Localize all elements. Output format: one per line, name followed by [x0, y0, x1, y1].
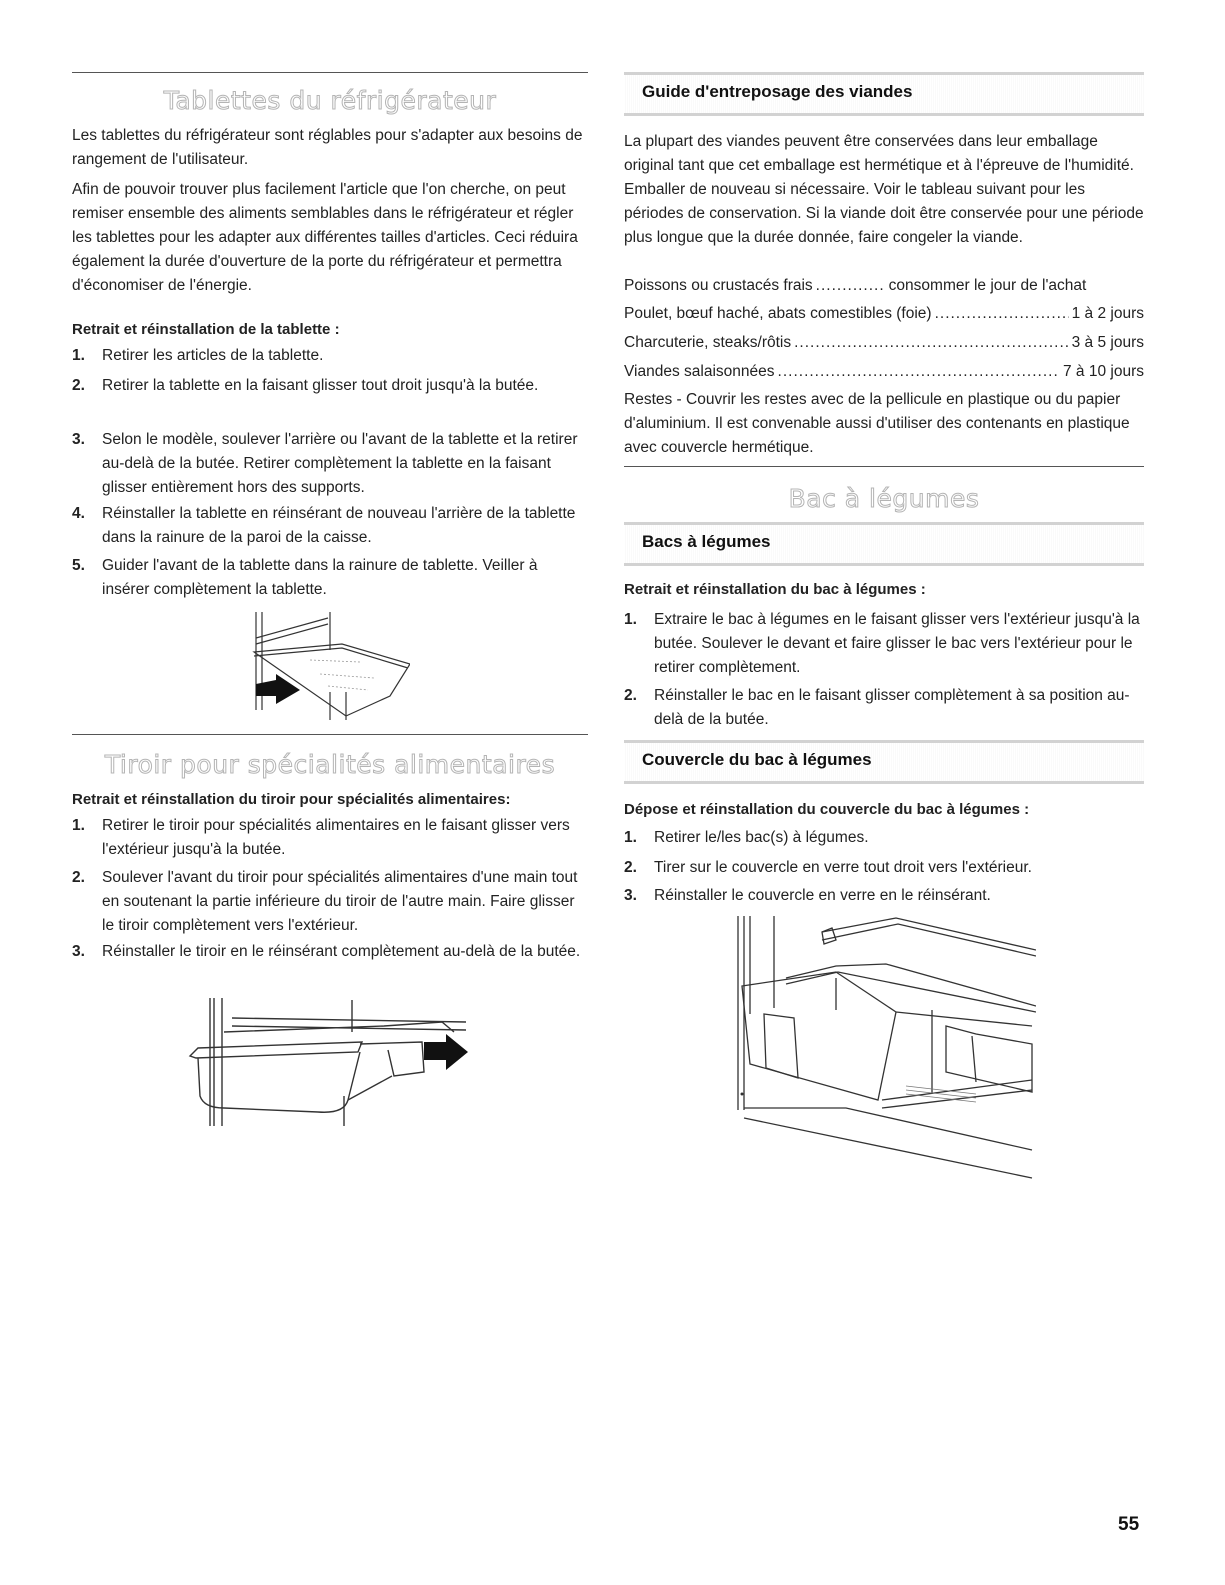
leader-dots [778, 360, 1060, 384]
step-text: Extraire le bac à légumes en le faisant glisser vers l'extérieur jusqu'à la butée. Soulever le devant et faire glisser le bac vers l'extérieur pour le retirer complètement. [654, 611, 1140, 676]
cover-procedure-heading: Dépose et réinstallation du couvercle du bac à légumes : [624, 801, 1030, 818]
crisper-procedure-heading: Retrait et réinstallation du bac à légumes : [624, 581, 926, 598]
section-title-crisper: Bac à légumes [788, 484, 980, 513]
section-title-drawer: Tiroir pour spécialités alimentaires [104, 750, 556, 779]
step-number: 1. [624, 611, 637, 628]
subhead-cover: Couvercle du bac à légumes [642, 750, 872, 769]
step-number: 3. [72, 431, 85, 448]
section-rule [72, 734, 588, 735]
step-text: Soulever l'avant du tiroir pour spécialités alimentaires d'une main tout en soutenant la partie inférieure du tiroir de l'autre main. Faire glisser le tiroir complètement vers l'extérieur. [102, 869, 578, 934]
step-text: Retirer le/les bac(s) à légumes. [654, 829, 869, 846]
step-number: 5. [72, 557, 85, 574]
crisper-cover-illustration [736, 914, 1036, 1184]
leader-dots [935, 302, 1069, 326]
subhead-crisper: Bacs à légumes [642, 532, 771, 551]
meat-period: 1 à 2 jours [1071, 305, 1144, 322]
step-text: Selon le modèle, soulever l'arrière ou l'avant de la tablette et la retirer au-delà de la butée. Retirer complètement la tablette en la faisant glisser entièrement hors des supports. [102, 431, 578, 496]
meat-table-row [624, 331, 1144, 355]
step-text: Retirer la tablette en la faisant glisser tout droit jusqu'à la butée. [102, 377, 539, 394]
step-text: Réinstaller le tiroir en le réinsérant complètement au-delà de la butée. [102, 943, 581, 960]
meat-table-row [624, 360, 1144, 384]
step-text: Retirer le tiroir pour spécialités alimentaires en le faisant glisser vers l'extérieur jusqu'à la butée. [102, 817, 570, 858]
subhead-bar-meat [624, 72, 1144, 116]
meat-item: Poissons ou crustacés frais [624, 277, 813, 294]
drawer-removal-illustration [184, 996, 484, 1128]
leftovers-note: Restes - Couvrir les restes avec de la pellicule en plastique ou du papier d'aluminium. Il est convenable aussi d'utiliser des contenants en plastique avec couvercle hermétique. [624, 391, 1130, 456]
subhead-meat: Guide d'entreposage des viandes [642, 82, 913, 101]
leader-dots [816, 274, 886, 298]
subhead-bar-cover [624, 740, 1144, 784]
step-text: Guider l'avant de la tablette dans la rainure de tablette. Veiller à insérer complètement la tablette. [102, 557, 538, 598]
step-number: 3. [72, 943, 85, 960]
meat-period: 3 à 5 jours [1071, 334, 1144, 351]
meat-intro: La plupart des viandes peuvent être conservées dans leur emballage original tant que cet emballage est hermétique et à l'épreuve de l'humidité. Emballer de nouveau si nécessaire. Voir le tableau suivant pour les périodes de conservation. Si la viande doit être conservée pour une période plus longue que la durée donnée, faire congeler la viande. [624, 133, 1144, 246]
leader-dots [794, 331, 1068, 355]
meat-table-row [624, 274, 1144, 298]
step-number: 3. [624, 887, 637, 904]
section-rule [72, 72, 588, 73]
meat-table-row [624, 302, 1144, 326]
meat-item: Charcuterie, steaks/rôtis [624, 334, 792, 351]
step-number: 4. [72, 505, 85, 522]
step-text: Réinstaller le couvercle en verre en le réinsérant. [654, 887, 991, 904]
step-number: 1. [624, 829, 637, 846]
step-text: Retirer les articles de la tablette. [102, 347, 324, 364]
meat-period: 7 à 10 jours [1063, 363, 1144, 380]
subhead-bar-crisper [624, 522, 1144, 566]
step-text: Tirer sur le couvercle en verre tout droit vers l'extérieur. [654, 859, 1032, 876]
step-number: 1. [72, 347, 85, 364]
shelves-intro-2: Afin de pouvoir trouver plus facilement l'article que l'on cherche, on peut remiser ensemble des aliments semblables dans le réfrigérateur et régler les tablettes pour les adapter aux différentes tailles d'articles. Ceci réduira également la durée d'ouverture de la porte du réfrigérateur et permettra d'économiser de l'énergie. [72, 181, 578, 294]
meat-item: Viandes salaisonnées [624, 363, 775, 380]
shelves-procedure-heading: Retrait et réinstallation de la tablette : [72, 321, 340, 338]
shelves-intro-1: Les tablettes du réfrigérateur sont réglables pour s'adapter aux besoins de rangement de l'utilisateur. [72, 127, 583, 168]
step-number: 2. [624, 687, 637, 704]
section-rule [624, 466, 1144, 467]
shelf-removal-illustration [250, 612, 410, 722]
step-number: 2. [624, 859, 637, 876]
drawer-procedure-heading: Retrait et réinstallation du tiroir pour spécialités alimentaires: [72, 791, 511, 808]
step-number: 1. [72, 817, 85, 834]
step-text: Réinstaller le bac en le faisant glisser complètement à sa position au-delà de la butée. [654, 687, 1130, 728]
section-title-shelves: Tablettes du réfrigérateur [163, 86, 497, 115]
step-text: Réinstaller la tablette en réinsérant de nouveau l'arrière de la tablette dans la rainure de la paroi de la caisse. [102, 505, 576, 546]
step-number: 2. [72, 377, 85, 394]
meat-item: Poulet, bœuf haché, abats comestibles (foie) [624, 305, 932, 322]
meat-period: consommer le jour de l'achat [888, 277, 1087, 294]
step-number: 2. [72, 869, 85, 886]
page-number: 55 [1118, 1514, 1140, 1535]
